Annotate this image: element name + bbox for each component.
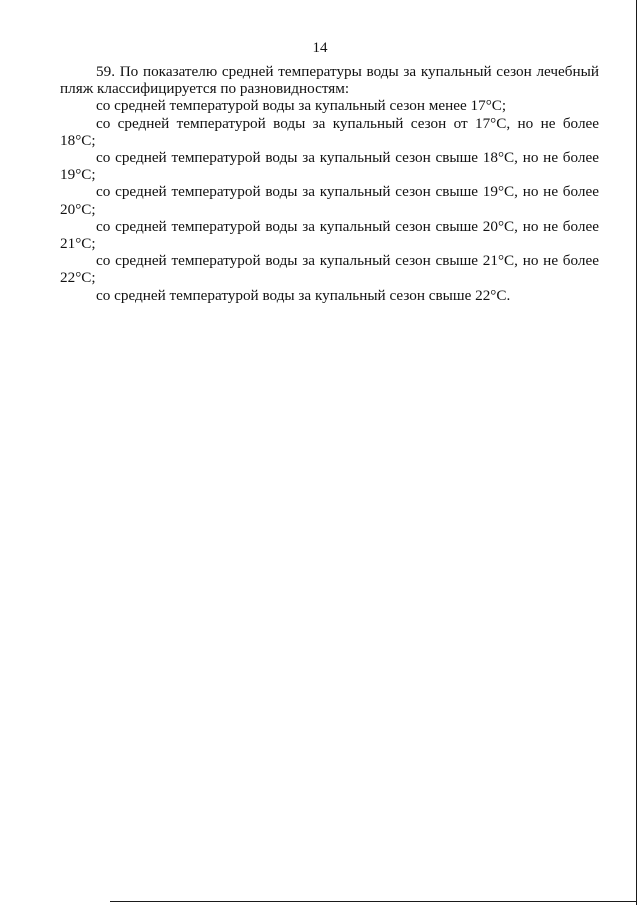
page-number: 14 [312, 40, 328, 56]
body-text [60, 63, 599, 304]
paragraph-17-to-18: со средней температурой воды за купальный сезон от 17°С, но не более 18°С; [60, 114, 599, 149]
paragraph-classification-intro: 59. По показателю средней температуры воды за купальный сезон лечебный пляж классифицируется по разновидностям: [60, 63, 599, 98]
paragraph-below-17: со средней температурой воды за купальный сезон менее 17°С; [96, 97, 507, 115]
paragraph-18-to-19: со средней температурой воды за купальный сезон свыше 18°С, но не более 19°С; [60, 149, 599, 184]
paragraph-19-to-20: со средней температурой воды за купальный сезон свыше 19°С, но не более 20°С; [60, 183, 599, 218]
scan-edge-bottom [110, 901, 637, 902]
scan-edge-right [636, 0, 637, 905]
paragraph-above-22: со средней температурой воды за купальный сезон свыше 22°С. [96, 286, 511, 304]
paragraph-21-to-22: со средней температурой воды за купальный сезон свыше 21°С, но не более 22°С; [60, 252, 599, 287]
paragraph-20-to-21: со средней температурой воды за купальный сезон свыше 20°С, но не более 21°С; [60, 217, 599, 253]
